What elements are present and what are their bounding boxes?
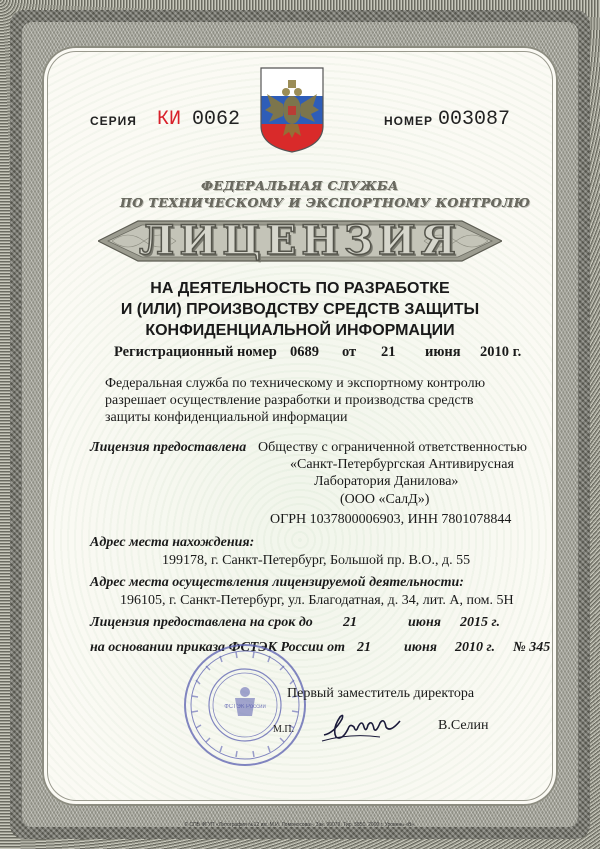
stamp-place-label: М.П. [273,724,295,735]
address-label: Адрес места нахождения: [90,535,255,550]
stamp-text: ФСТЭК России [224,704,266,710]
licensee-line3: Лаборатория Данилова» [314,474,459,489]
license-banner [98,215,502,267]
registration-month: июня [425,344,461,360]
activity-address-value: 196105, г. Санкт-Петербург, ул. Благодатная, д. 34, лит. А, пом. 5Н [120,593,514,608]
official-stamp-icon [180,640,310,770]
subtitle-line3: КОНФИДЕНЦИАЛЬНОЙ ИНФОРМАЦИИ [145,322,455,339]
signatory-title: Первый заместитель директора [287,686,475,701]
number-label: НОМЕР [384,114,434,128]
term-label: Лицензия предоставлена на срок до [90,615,313,630]
signatory-name: В.Селин [438,718,489,733]
registration-label: Регистрационный номер [114,344,277,360]
printer-imprint: © СПБ ФГУП «Литография №12 им. М.И. Ломоносова». Зак. 90079. Тир. 5850. 2009 г. Уровень «В». [184,822,416,828]
order-day: 21 [357,640,371,655]
russian-coat-of-arms-icon [259,66,325,154]
agency-name-line2: ПО ТЕХНИЧЕСКОМУ И ЭКСПОРТНОМУ КОНТРОЛЮ [120,195,531,210]
handwritten-signature [320,703,408,745]
activity-address-label: Адрес места осуществления лицензируемой деятельности: [90,575,464,590]
statement-line1: Федеральная служба по техническому и экспортному контролю [105,376,486,391]
order-year: 2010 г. [455,640,495,655]
term-day: 21 [343,615,357,630]
series-code: КИ [157,108,182,131]
licensee-label: Лицензия предоставлена [90,440,247,455]
subtitle-line2: И (ИЛИ) ПРОИЗВОДСТВУ СРЕДСТВ ЗАЩИТЫ [120,301,480,318]
subtitle-line1: НА ДЕЯТЕЛЬНОСТЬ ПО РАЗРАБОТКЕ [150,280,450,297]
order-number: № 345 [513,640,551,655]
license-title: ЛИЦЕНЗИЯ [138,217,461,264]
series-label: СЕРИЯ [90,114,137,128]
agency-name-line1: ФЕДЕРАЛЬНАЯ СЛУЖБА [201,178,399,193]
statement-line3: защиты конфиденциальной информации [105,410,348,425]
registration-number: 0689 [290,344,319,360]
licensee-line2: «Санкт-Петербургская Антивирусная [290,457,514,472]
license-number: 003087 [438,108,511,131]
registration-from: от [342,344,357,360]
registration-day: 21 [381,344,396,360]
series-number: 0062 [192,108,241,131]
registration-year: 2010 г. [480,344,522,360]
term-year: 2015 г. [460,615,500,630]
order-month: июня [404,640,437,655]
licensee-short-name: (ООО «СалД») [340,492,430,507]
statement-line2: разрешает осуществление разработки и производства средств [105,393,474,408]
address-value: 199178, г. Санкт-Петербург, Большой пр. В.О., д. 55 [162,553,471,568]
licensee-ids: ОГРН 1037800006903, ИНН 7801078844 [270,512,512,527]
order-label: на основании приказа ФСТЭК России от [90,640,345,655]
licensee-line1: Обществу с ограниченной ответственностью [258,440,527,455]
term-month: июня [408,615,441,630]
